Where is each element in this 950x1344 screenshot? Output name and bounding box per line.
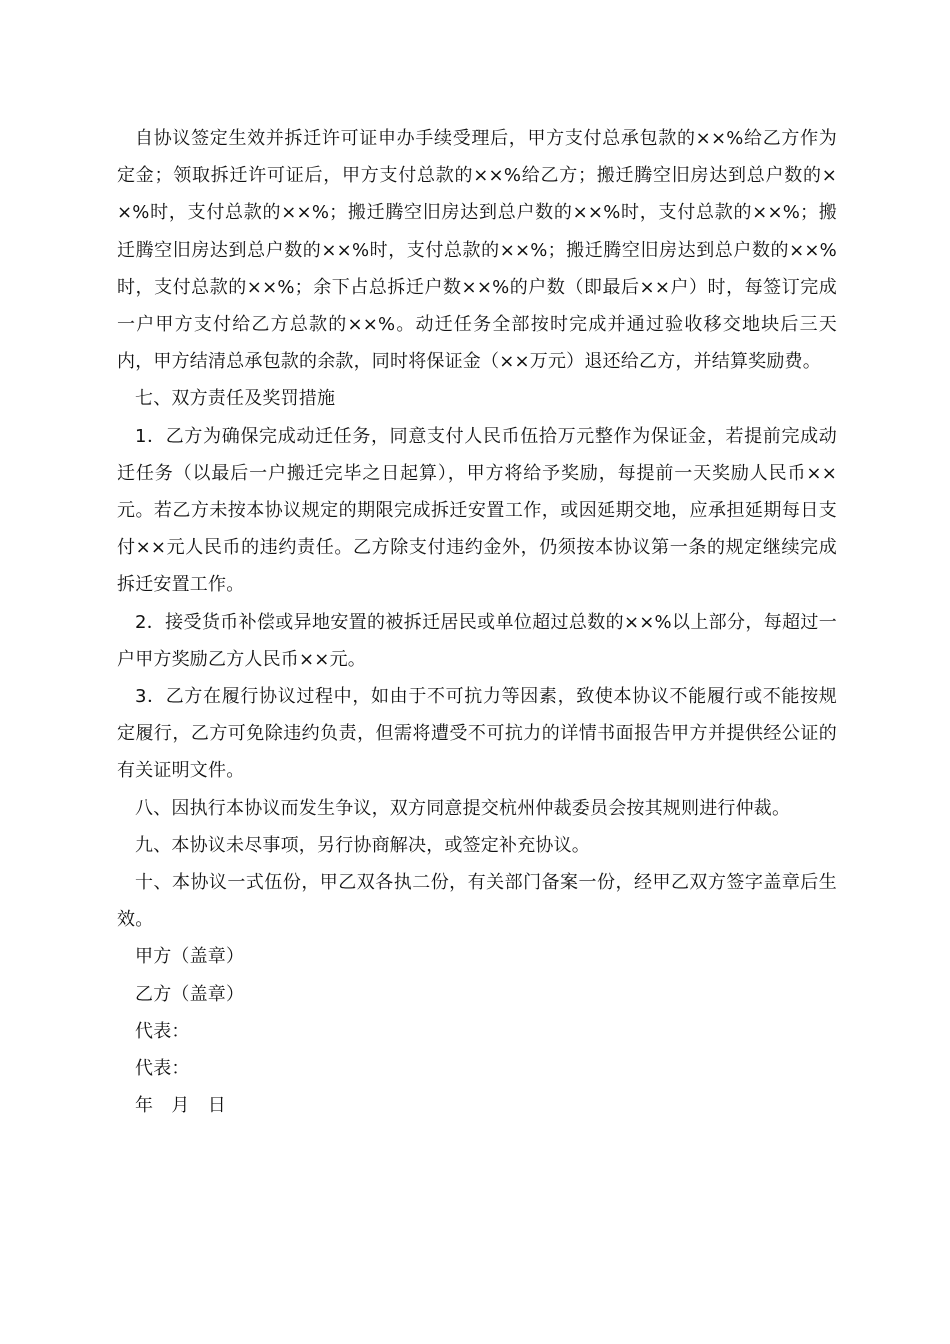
signature-party-a: 甲方（盖章） bbox=[135, 946, 245, 968]
section-8-dispute: 八、因执行本协议而发生争议，双方同意提交杭州仲裁委员会按其规则进行仲裁。 bbox=[135, 797, 791, 819]
section-10-effect: 十、本协议一式伍份，甲乙双各执二份，有关部门备案一份，经甲乙双方签字盖章后生效。 bbox=[117, 872, 837, 931]
signature-date: 年 月 日 bbox=[135, 1095, 226, 1117]
section-heading-7: 七、双方责任及奖罚措施 bbox=[135, 388, 336, 410]
clause-7-2: 2．接受货币补偿或异地安置的被拆迁居民或单位超过总数的××%以上部分，每超过一户甲方奖励乙方人民币××元。 bbox=[117, 611, 837, 670]
paragraph-payment-terms: 自协议签定生效并拆迁许可证申办手续受理后，甲方支付总承包款的××%给乙方作为定金；领取拆迁许可证后，甲方支付总款的××%给乙方；搬迁腾空旧房达到总户数的××%时，支付总款的××%；搬迁腾空旧房达到总户数的××%时，支付总款的××%；搬迁腾空旧房达到总户数的××%时，支付总款的××%；搬迁腾空旧房达到总户数的××%时，支付总款的××%；余下占总拆迁户数××%的户数（即最后××户）时，每签订完成一户甲方支付给乙方总款的××%。动迁任务全部按时完成并通过验收移交地块后三天内，甲方结清总承包款的余款，同时将保证金（××万元）退还给乙方，并结算奖励费。 bbox=[117, 128, 837, 373]
document-body bbox=[117, 120, 837, 1124]
signature-representative-1: 代表： bbox=[135, 1020, 190, 1042]
signature-party-b: 乙方（盖章） bbox=[135, 983, 245, 1005]
signature-representative-2: 代表： bbox=[135, 1058, 190, 1080]
clause-7-3: 3．乙方在履行协议过程中，如由于不可抗力等因素，致使本协议不能履行或不能按规定履行，乙方可免除违约负责，但需将遭受不可抗力的详情书面报告甲方并提供经公证的有关证明文件。 bbox=[117, 686, 837, 782]
clause-7-1: 1．乙方为确保完成动迁任务，同意支付人民币伍拾万元整作为保证金，若提前完成动迁任务（以最后一户搬迁完毕之日起算），甲方将给予奖励，每提前一天奖励人民币××元。若乙方未按本协议规定的期限完成拆迁安置工作，或因延期交地，应承担延期每日支付××元人民币的违约责任。乙方除支付违约金外，仍须按本协议第一条的规定继续完成拆迁安置工作。 bbox=[117, 425, 837, 596]
section-9-supplement: 九、本协议未尽事项，另行协商解决，或签定补充协议。 bbox=[135, 834, 590, 856]
